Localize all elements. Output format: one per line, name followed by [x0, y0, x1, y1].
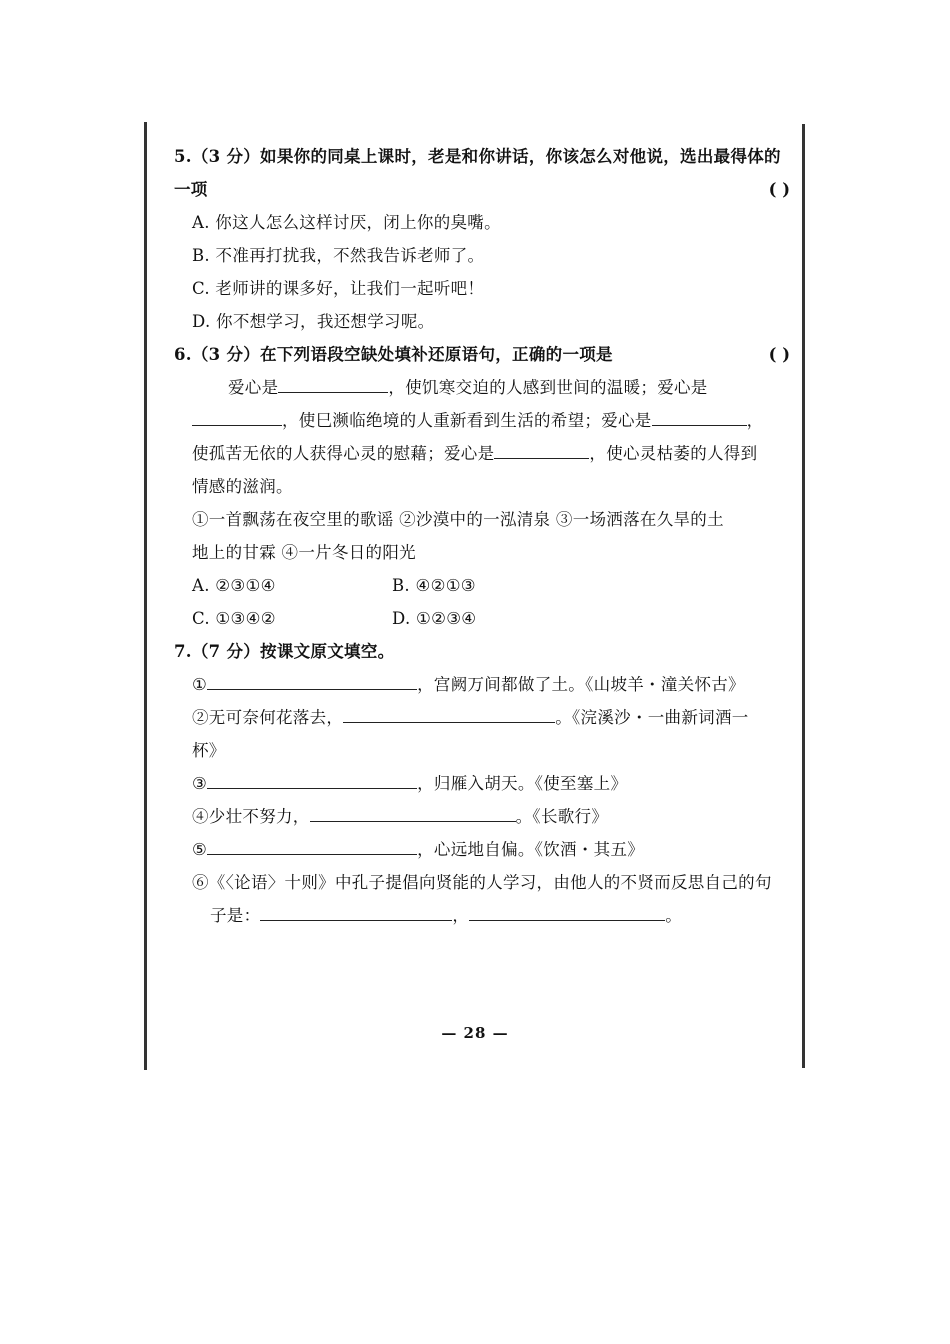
q6-options-row1	[174, 569, 790, 602]
q6-p1-start: 爱心是	[228, 378, 279, 397]
q6-passage-line4: 情感的滋润。	[192, 477, 293, 496]
q5-option-b: B. 不准再打扰我，不然我告诉老师了。	[192, 246, 485, 265]
q6-blank-4	[494, 442, 589, 459]
q6-options-row2	[174, 602, 790, 635]
q7-item-2-end: 。《浣溪沙・一曲新词酒一	[555, 708, 749, 727]
q6-stem-text: 6.（3 分）在下列语段空缺处填补还原语句，正确的一项是	[174, 345, 613, 364]
q5-stem-line2	[174, 173, 790, 206]
q7-item-4-end: 。《长歌行》	[515, 807, 609, 826]
q7-stem: 7.（7 分）按课文原文填空。	[174, 642, 395, 661]
q6-p2-end: ，	[746, 411, 764, 430]
q7-blank-2	[343, 706, 555, 723]
q7-blank-4	[310, 805, 516, 822]
q7-item-5-text: ，心远地自偏。《饮酒・其五》	[417, 840, 645, 859]
q7-item-1	[174, 668, 790, 701]
q7-blank-6a	[260, 904, 452, 921]
q5-option-d: D. 你不想学习，我还想学习呢。	[192, 312, 435, 331]
q6-p3-end: ，使心灵枯萎的人得到	[589, 444, 758, 463]
q6-answer-paren: ( )	[768, 345, 790, 364]
q7-item-5	[174, 833, 790, 866]
q6-option-b: B. ④②①③	[392, 576, 476, 595]
q6-stem	[174, 338, 790, 371]
q7-item-4-start: ④少壮不努力，	[192, 807, 310, 826]
q6-choices-line2: 地上的甘霖 ④一片冬日的阳光	[192, 543, 416, 562]
page-number: — 28 —	[441, 1024, 509, 1042]
q7-item-6-period: 。	[665, 906, 683, 925]
q6-blank-1	[278, 376, 388, 393]
q6-blank-3	[652, 409, 747, 426]
q7-item-3-num: ③	[192, 774, 208, 793]
q7-blank-3	[207, 772, 417, 789]
q5-option-a: A. 你这人怎么这样讨厌，闭上你的臭嘴。	[192, 213, 501, 232]
q7-blank-5	[207, 838, 417, 855]
q5-option-c: C. 老师讲的课多好，让我们一起听吧！	[192, 279, 485, 298]
exam-content	[174, 140, 790, 932]
q7-item-3	[174, 767, 790, 800]
q6-blank-2	[192, 409, 282, 426]
q6-option-a: A. ②③①④	[192, 576, 276, 595]
q7-blank-1	[207, 673, 417, 690]
q7-item-1-num: ①	[192, 675, 208, 694]
q7-blank-6b	[469, 904, 665, 921]
q5-answer-paren: ( )	[768, 180, 790, 199]
q6-choices-line1: ①一首飘荡在夜空里的歌谣 ②沙漠中的一泓清泉 ③一场洒落在久旱的土	[192, 510, 724, 529]
q7-item-2	[174, 701, 790, 734]
q7-item-2-start: ②无可奈何花落去，	[192, 708, 344, 727]
q7-item-6-cont	[174, 899, 790, 932]
q6-passage-line1	[174, 371, 790, 404]
q6-option-c: C. ①③④②	[192, 609, 276, 628]
q7-item-4	[174, 800, 790, 833]
q6-p2-middle: ，使巳濒临绝境的人重新看到生活的希望；爱心是	[282, 411, 652, 430]
q7-item-2-cont: 杯》	[192, 741, 226, 760]
left-margin-rule	[144, 122, 147, 1070]
q7-item-1-text: ，宫阙万间都做了土。《山坡羊・潼关怀古》	[417, 675, 745, 694]
q7-item-5-num: ⑤	[192, 840, 208, 859]
right-margin-rule	[802, 124, 805, 1068]
q6-passage-line2	[174, 404, 790, 437]
q6-p1-end: ，使饥寒交迫的人感到世间的温暖；爱心是	[388, 378, 708, 397]
q6-p3-start: 使孤苦无依的人获得心灵的慰藉；爱心是	[192, 444, 495, 463]
q6-passage-line3	[174, 437, 790, 470]
q7-item-6-comma: ，	[452, 906, 470, 925]
q7-item-3-text: ，归雁入胡天。《使至塞上》	[417, 774, 628, 793]
q7-item-6-label: 子是：	[210, 906, 261, 925]
q5-stem-line1: 5.（3 分）如果你的同桌上课时，老是和你讲话，你该怎么对他说，选出最得体的	[174, 147, 781, 166]
q6-option-d: D. ①②③④	[392, 609, 477, 628]
q5-stem-end: 一项	[174, 180, 208, 199]
q7-item-6: ⑥《〈论语〉十则》中孔子提倡向贤能的人学习，由他人的不贤而反思自己的句	[192, 873, 772, 892]
